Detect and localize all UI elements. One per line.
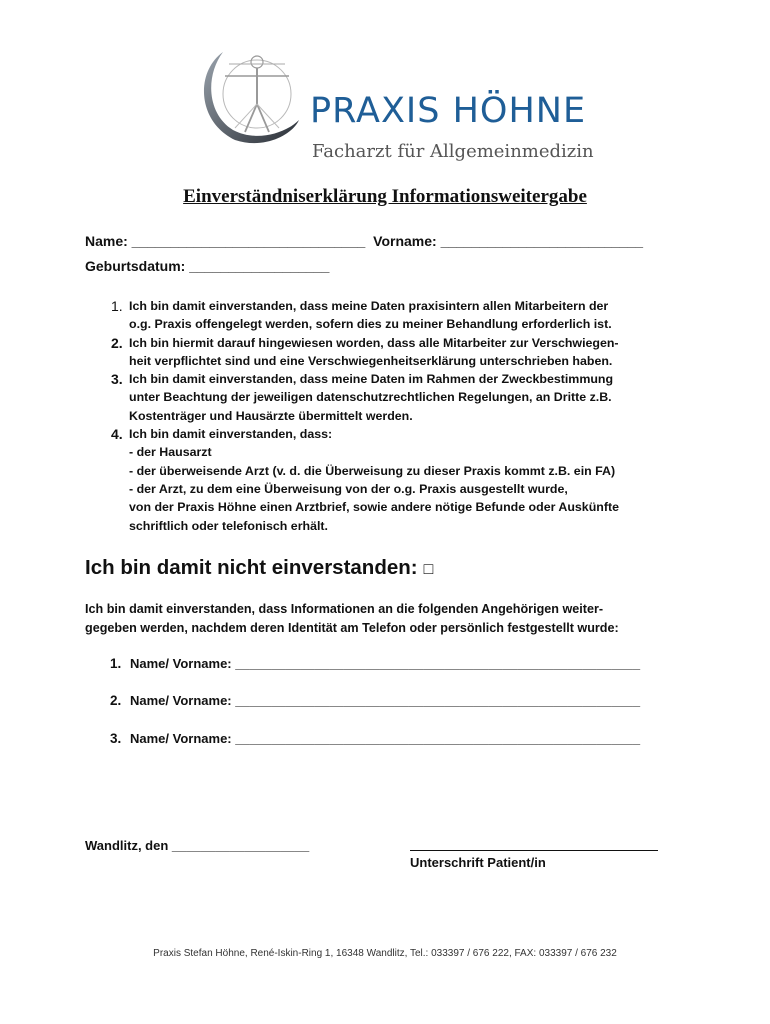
relative-name-field[interactable]: Name/ Vorname: ________________________________________________________ [130, 656, 641, 671]
relatives-paragraph [85, 600, 685, 637]
consent-number: 3. [111, 371, 123, 388]
consent-line: o.g. Praxis offengelegt werden, sofern dies zu meiner Behandlung erforderlich ist. [129, 317, 612, 332]
not-agree-heading [85, 556, 433, 580]
consent-line: Ich bin hiermit darauf hingewiesen worden, dass alle Mitarbeiter zur Verschwiegen- [129, 335, 619, 350]
consent-item [111, 297, 729, 334]
relative-number: 3. [110, 731, 122, 746]
consent-line: schriftlich oder telefonisch erhält. [129, 518, 328, 533]
consent-line: von der Praxis Höhne einen Arztbrief, sowie andere nötige Befunde oder Auskünfte [129, 500, 619, 515]
consent-number: 4. [111, 426, 123, 443]
not-agree-label: Ich bin damit nicht einverstanden: [85, 556, 418, 579]
consent-line: - der Arzt, zu dem eine Überweisung von der o.g. Praxis ausgestellt wurde, [129, 481, 568, 496]
relatives-text-line: Ich bin damit einverstanden, dass Informationen an die folgenden Angehörigen weiter- [85, 602, 604, 616]
consent-line: - der überweisende Arzt (v. d. die Überweisung zu dieser Praxis kommt z.B. ein FA) [129, 463, 616, 478]
relative-number: 1. [110, 656, 122, 671]
consent-item [111, 370, 729, 425]
relative-name-field[interactable]: Name/ Vorname: ________________________________________________________ [130, 731, 641, 746]
consent-number: 2. [111, 334, 123, 351]
name-field-row [85, 233, 643, 249]
birthdate-field-row [85, 258, 329, 274]
name-field[interactable]: Name: ______________________________ [85, 233, 366, 249]
relative-number: 2. [110, 693, 122, 708]
brand-name: PRAXIS HÖHNE [310, 91, 587, 131]
consent-line: Ich bin damit einverstanden, dass meine Daten im Rahmen der Zweckbestimmung [129, 372, 614, 387]
vorname-field[interactable]: Vorname: __________________________ [373, 233, 644, 249]
consent-line: Ich bin damit einverstanden, dass: [129, 427, 333, 442]
geburtsdatum-field[interactable]: Geburtsdatum: __________________ [85, 258, 330, 274]
footer-address: Praxis Stefan Höhne, René-Iskin-Ring 1, 16348 Wandlitz, Tel.: 033397 / 676 222, FAX: 033397 / 676 232 [153, 948, 617, 959]
consent-line: unter Beachtung der jeweiligen datenschutzrechtlichen Regelungen, an Dritte z.B. [129, 390, 612, 405]
consent-line: - der Hausarzt [129, 445, 212, 460]
consent-line: Kostenträger und Hausärzte übermittelt werden. [129, 408, 413, 423]
consent-item [111, 425, 729, 535]
relatives-text-line: gegeben werden, nachdem deren Identität am Telefon oder persönlich festgestellt wurde: [85, 620, 619, 635]
consent-item [111, 334, 729, 371]
not-agree-checkbox[interactable]: □ [423, 561, 434, 578]
relative-name-row [110, 693, 640, 708]
relative-name-row [110, 656, 640, 671]
place-date-field[interactable]: Wandlitz, den ___________________ [85, 838, 310, 853]
consent-list [85, 297, 729, 535]
relative-name-field[interactable]: Name/ Vorname: ________________________________________________________ [130, 693, 641, 708]
praxis-logo [195, 42, 595, 162]
signature-line[interactable] [410, 850, 658, 851]
brand-subtitle: Facharzt für Allgemeinmedizin [312, 141, 594, 162]
consent-line: Ich bin damit einverstanden, dass meine Daten praxisintern allen Mitarbeitern der [129, 299, 609, 313]
consent-number: 1. [111, 298, 123, 314]
document-title: Einverständniserklärung Informationsweitergabe [183, 186, 587, 207]
consent-line: heit verpflichtet sind und eine Verschwiegenheitserklärung unterschrieben haben. [129, 353, 613, 368]
signature-label: Unterschrift Patient/in [410, 855, 546, 870]
vitruvian-man-logo-icon [195, 42, 305, 147]
relative-name-row [110, 731, 640, 746]
